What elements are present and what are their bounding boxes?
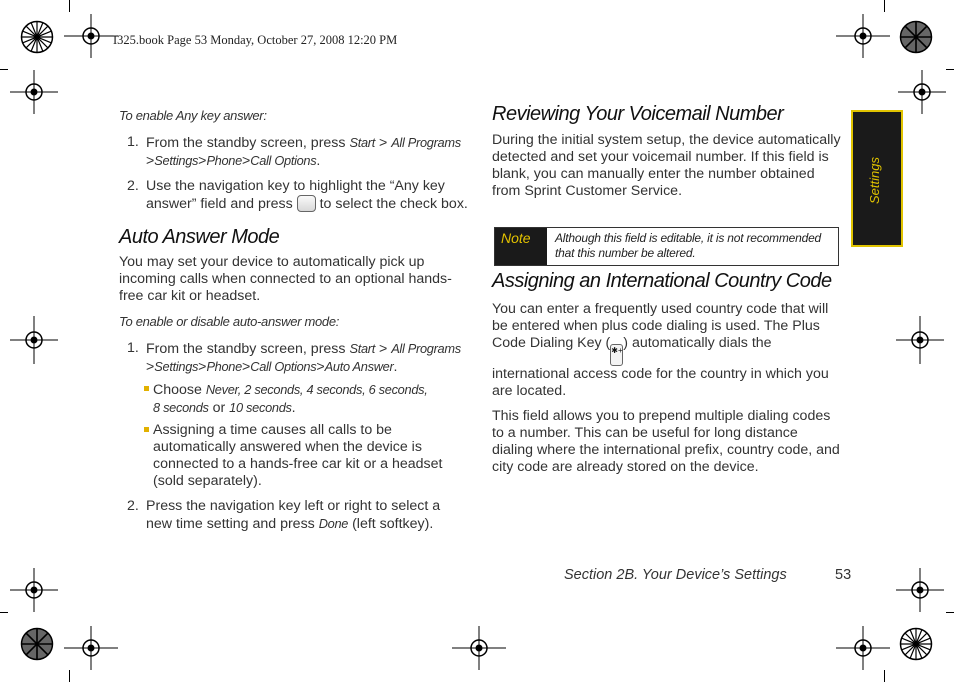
crosshair-mark-icon [64, 626, 118, 670]
right-column-bottom [492, 270, 842, 476]
starburst-target-icon [20, 20, 54, 54]
trim-line [69, 670, 70, 682]
voicemail-title: Reviewing Your Voicemail Number [492, 103, 784, 125]
auto-answer-title: Auto Answer Mode [119, 226, 280, 248]
crosshair-mark-icon [836, 14, 890, 58]
book-header: I325.book Page 53 Monday, October 27, 2008 12:20 PM [113, 33, 398, 47]
auto-answer-bullet-1: Choose Never, 2 seconds, 4 seconds, 6 seconds, 8 seconds or 10 seconds. [153, 381, 469, 417]
voicemail-body: During the initial system setup, the device automatically detected and set your voicemail number. If this field is blank, you can manually enter the number obtained from Sprint Customer Service. [492, 132, 841, 199]
any-key-step-1: 1. From the standby screen, press Start > All Programs >Settings>Phone>Call Options. [127, 134, 461, 169]
country-code-body-1: You can enter a frequently used country code that will be entered when plus code dialing is used. The Plus Code Dialing Key (✱+) automatically dials the international access code for the country in which you are located. [492, 301, 829, 399]
crosshair-mark-icon [896, 568, 944, 612]
auto-answer-step-2: 2. Press the navigation key left or right to select a new time setting and press Done (left softkey). [127, 498, 441, 532]
plus-code-key-icon: ✱+ [610, 344, 623, 366]
center-key-icon [297, 195, 316, 212]
crosshair-mark-icon [10, 316, 58, 364]
trim-line [946, 69, 954, 70]
side-tab-label: Settings [867, 157, 882, 204]
auto-answer-step-1: 1. From the standby screen, press Start > All Programs >Settings>Phone>Call Options>Auto Answer. [127, 340, 461, 375]
trim-line [0, 69, 8, 70]
any-key-step-2: 2. Use the navigation key to highlight the “Any key answer” field and press to select the check box. [127, 178, 468, 212]
crosshair-mark-icon [10, 568, 58, 612]
crosshair-mark-icon [10, 70, 58, 114]
footer-page-number: 53 [835, 567, 852, 583]
crosshair-mark-icon [836, 626, 890, 670]
auto-answer-lead: To enable or disable auto-answer mode: [119, 314, 340, 329]
note-text: Although this field is editable, it is not recommended that this number be altered. [555, 231, 822, 260]
right-column-top [492, 103, 842, 200]
country-code-title: Assigning an International Country Code [492, 270, 832, 292]
crosshair-mark-icon [896, 316, 944, 364]
note-label: Note [495, 228, 547, 265]
trim-line [69, 0, 70, 12]
starburst-target-icon [20, 627, 54, 661]
trim-line [884, 670, 885, 682]
trim-line [0, 612, 8, 613]
auto-answer-bullet-2: Assigning a time causes all calls to be automatically answered when the device is connected to a hands-free car kit or a headset (sold separately). [153, 422, 469, 490]
left-column [119, 107, 469, 533]
bullet-marker [144, 427, 149, 432]
crosshair-mark-icon [64, 14, 118, 58]
auto-answer-body: You may set your device to automatically pick up incoming calls when connected to an optional hands-free car kit or headset. [119, 254, 452, 304]
bullet-marker [144, 386, 149, 391]
footer-section: Section 2B. Your Device’s Settings [564, 567, 787, 583]
country-code-body-2: This field allows you to prepend multiple dialing codes to a number. This can be useful for long distance dialing where the international prefix, country code, and city code are already stored on the device. [492, 408, 840, 475]
crosshair-mark-icon [898, 70, 946, 114]
any-key-lead: To enable Any key answer: [119, 108, 267, 123]
trim-line [884, 0, 885, 12]
note-box [494, 227, 839, 266]
section-side-tab [851, 110, 903, 247]
trim-line [946, 612, 954, 613]
crosshair-mark-icon [452, 626, 506, 670]
starburst-target-icon [899, 627, 933, 661]
starburst-target-icon [899, 20, 933, 54]
